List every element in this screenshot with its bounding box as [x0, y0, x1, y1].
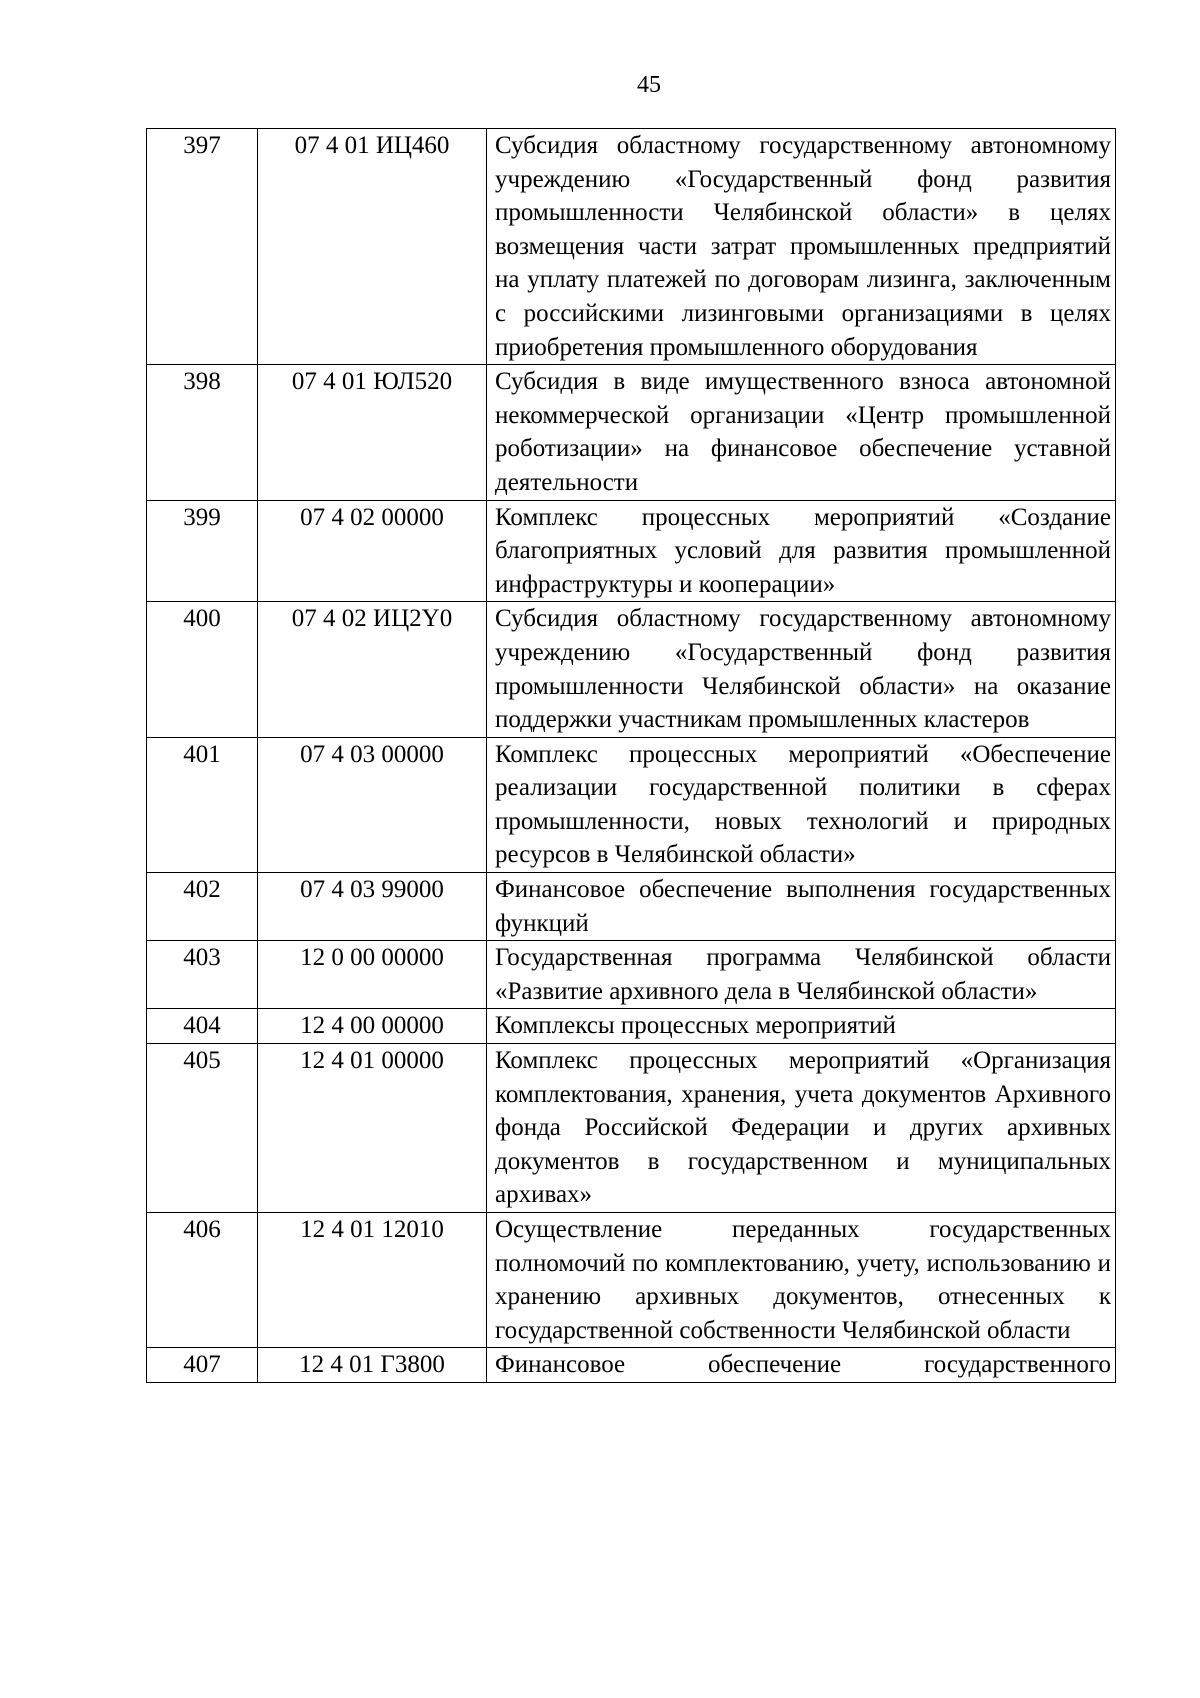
row-description: Комплексы процессных мероприятий: [487, 1009, 1116, 1044]
table-row: [147, 1213, 1116, 1348]
classification-code: 12 4 01 Г3800: [258, 1348, 487, 1383]
classification-code: 12 4 00 00000: [258, 1009, 487, 1044]
classification-code: 07 4 02 00000: [258, 500, 487, 602]
row-number: 406: [147, 1213, 258, 1348]
row-description: Субсидия областному государственному автономному учреждению «Государственный фонд развития промышленности Челябинской области» на оказание поддержки участникам промышленных кластеров: [487, 602, 1116, 737]
row-number: 397: [147, 129, 258, 365]
classification-code: 07 4 01 ИЦ460: [258, 129, 487, 365]
table-row: [147, 941, 1116, 1009]
classification-code: 07 4 02 ИЦ2Y0: [258, 602, 487, 737]
row-number: 401: [147, 737, 258, 872]
budget-classification-table: [146, 128, 1116, 1383]
row-number: 403: [147, 941, 258, 1009]
row-number: 398: [147, 365, 258, 500]
row-description: Субсидия в виде имущественного взноса автономной некоммерческой организации «Центр промышленной роботизации» на финансовое обеспечение уставной деятельности: [487, 365, 1116, 500]
classification-code: 12 4 01 12010: [258, 1213, 487, 1348]
table-row: [147, 500, 1116, 602]
table-row: [147, 1348, 1116, 1383]
row-number: 404: [147, 1009, 258, 1044]
table-row: [147, 873, 1116, 941]
table-row: [147, 602, 1116, 737]
row-number: 407: [147, 1348, 258, 1383]
row-description: Субсидия областному государственному автономному учреждению «Государственный фонд развития промышленности Челябинской области» в целях возмещения части затрат промышленных предприятий на уплату платежей по договорам лизинга, заключенным с российскими лизинговыми организациями в целях приобретения промышленного оборудования: [487, 129, 1116, 365]
row-description: Финансовое обеспечение выполнения государственных функций: [487, 873, 1116, 941]
row-number: 402: [147, 873, 258, 941]
row-number: 400: [147, 602, 258, 737]
row-description: Государственная программа Челябинской области «Развитие архивного дела в Челябинской области»: [487, 941, 1116, 1009]
classification-code: 07 4 01 ЮЛ520: [258, 365, 487, 500]
page-number: 45: [637, 72, 661, 98]
row-number: 405: [147, 1044, 258, 1213]
row-description: Осуществление переданных государственных полномочий по комплектованию, учету, использованию и хранению архивных документов, отнесенных к государственной собственности Челябинской области: [487, 1213, 1116, 1348]
classification-code: 07 4 03 99000: [258, 873, 487, 941]
row-description: Комплекс процессных мероприятий «Создание благоприятных условий для развития промышленной инфраструктуры и кооперации»: [487, 500, 1116, 602]
table-row: [147, 1009, 1116, 1044]
table-row: [147, 1044, 1116, 1213]
table-row: [147, 737, 1116, 872]
row-description: Комплекс процессных мероприятий «Обеспечение реализации государственной политики в сферах промышленности, новых технологий и природных ресурсов в Челябинской области»: [487, 737, 1116, 872]
table-row: [147, 129, 1116, 365]
row-number: 399: [147, 500, 258, 602]
row-description: Комплекс процессных мероприятий «Организация комплектования, хранения, учета документов Архивного фонда Российской Федерации и других архивных документов в государственном и муниципальных архивах»: [487, 1044, 1116, 1213]
row-description: Финансовое обеспечение государственного: [487, 1348, 1116, 1383]
classification-code: 12 4 01 00000: [258, 1044, 487, 1213]
table-row: [147, 365, 1116, 500]
classification-code: 12 0 00 00000: [258, 941, 487, 1009]
classification-code: 07 4 03 00000: [258, 737, 487, 872]
